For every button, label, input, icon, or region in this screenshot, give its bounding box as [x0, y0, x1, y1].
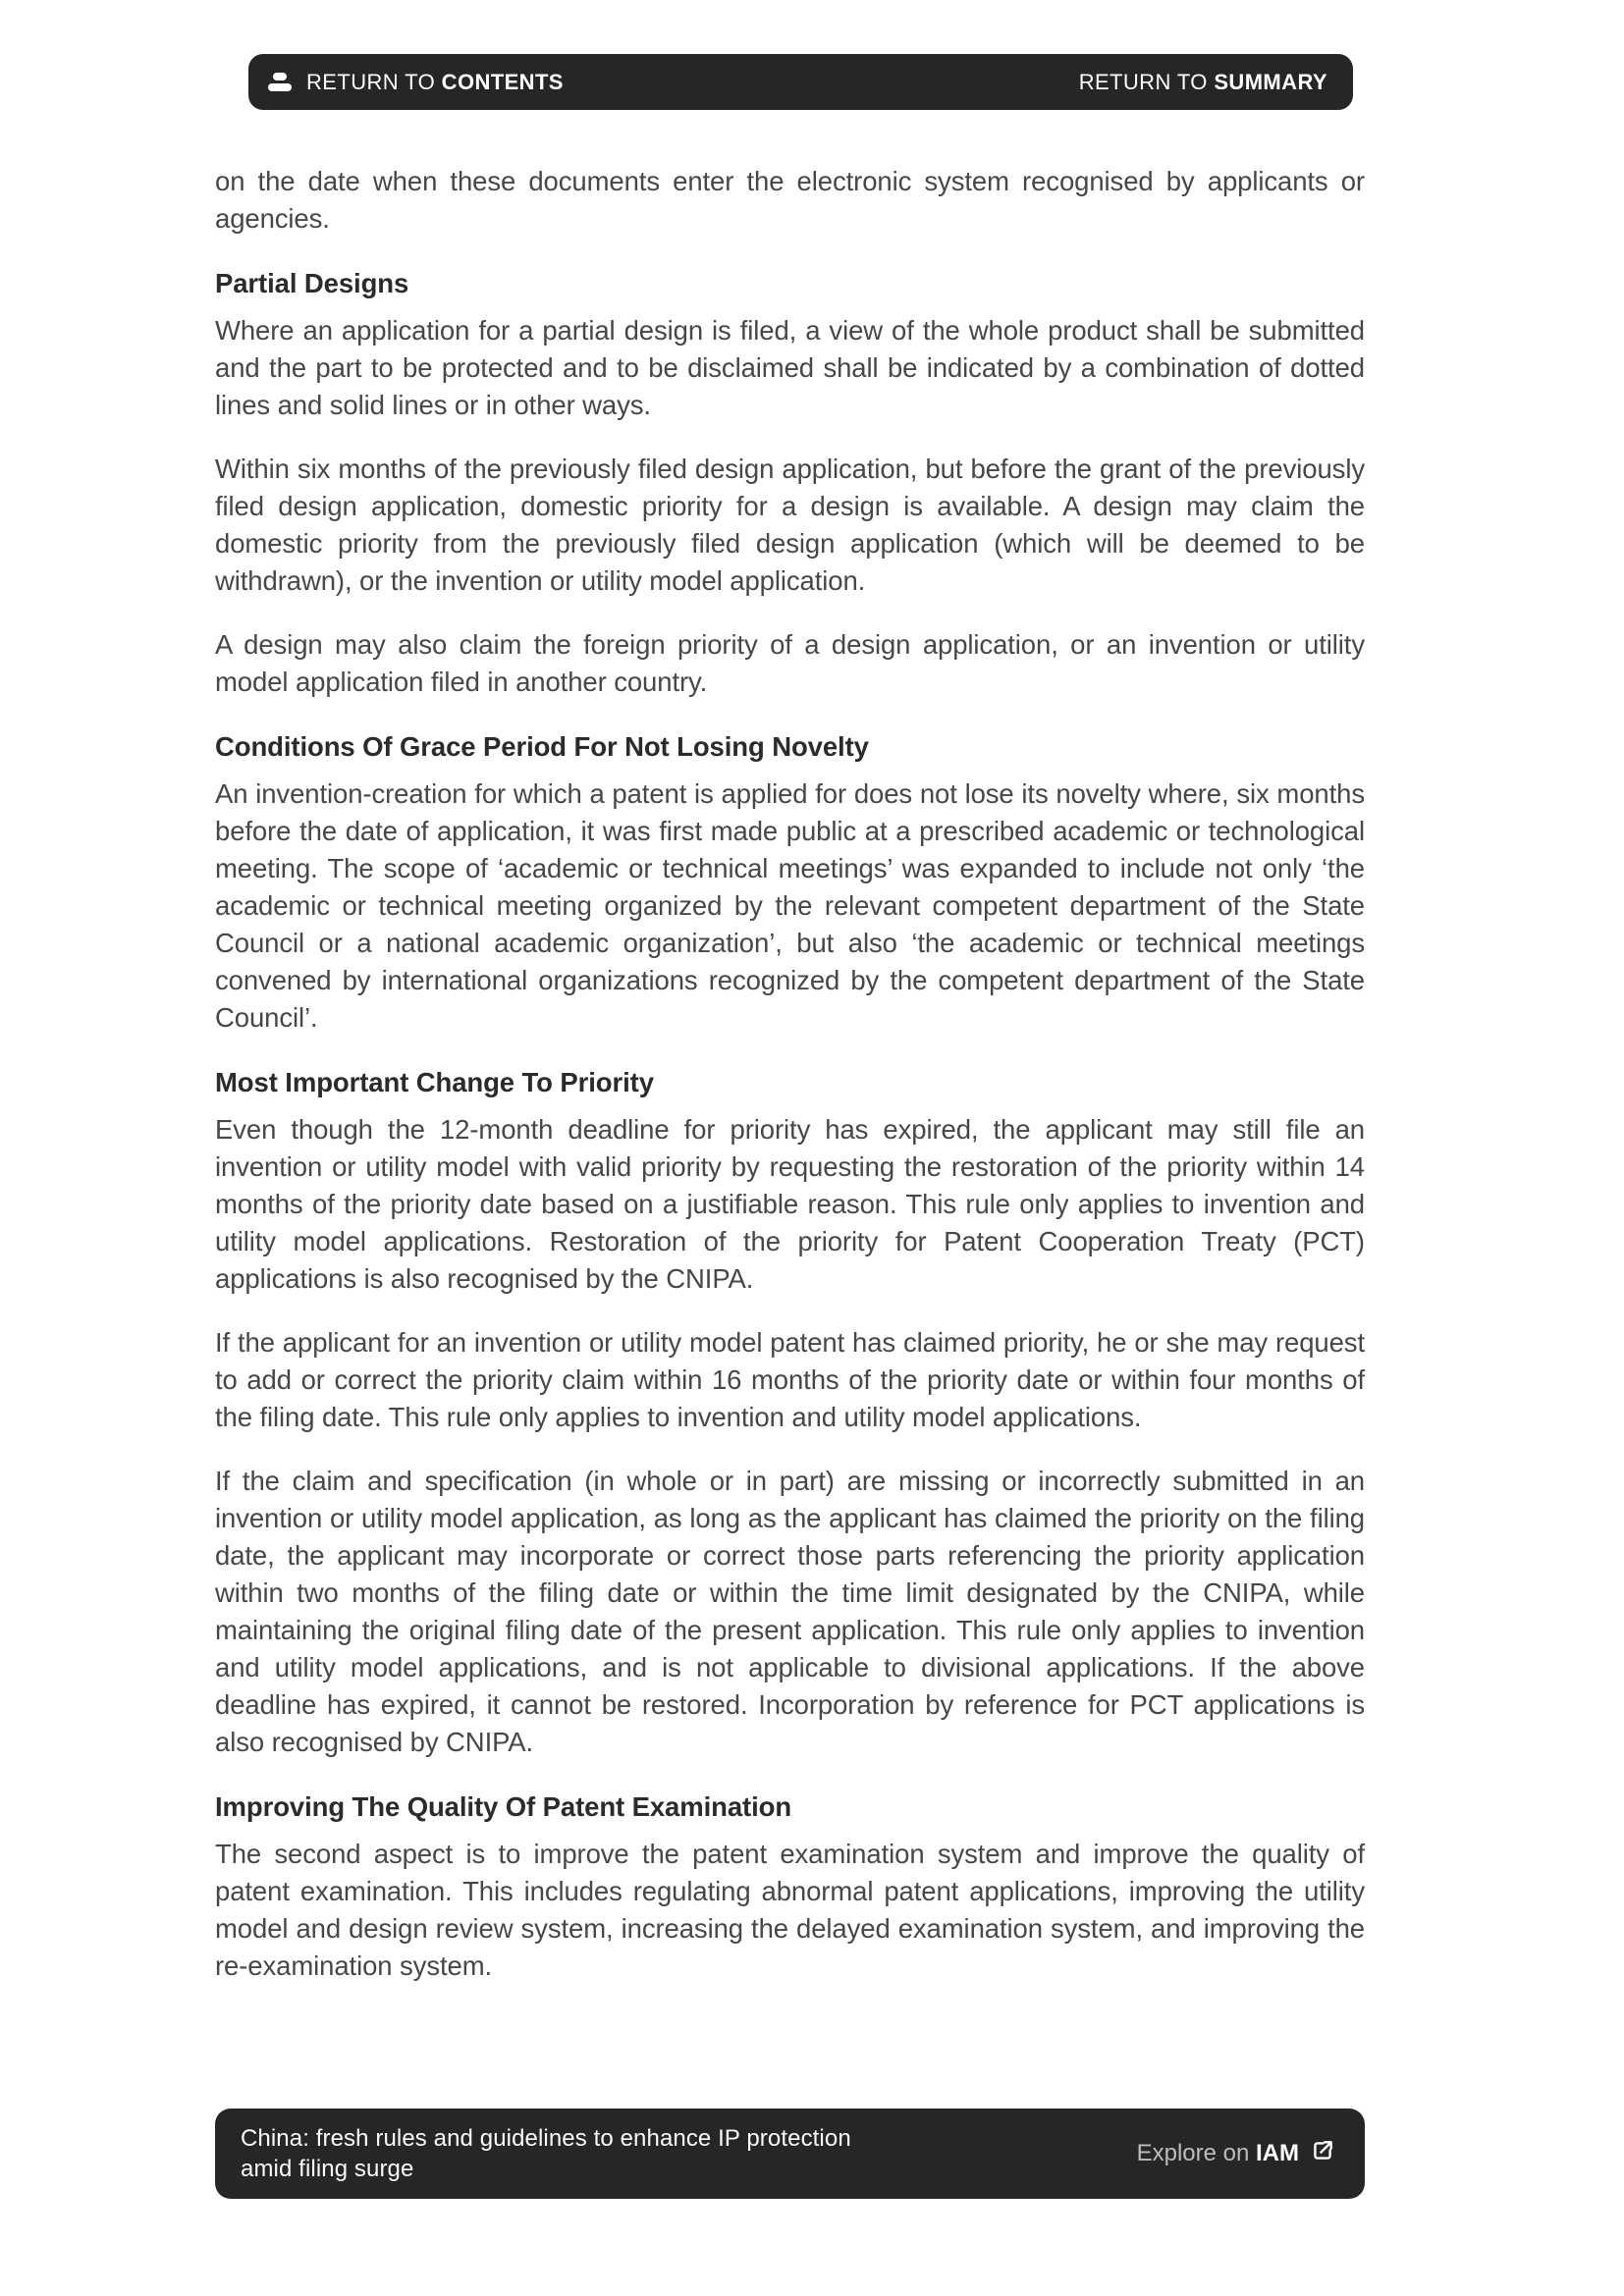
external-link-icon — [1310, 2138, 1335, 2170]
explore-on-iam-link[interactable] — [1137, 2138, 1335, 2170]
article-body — [215, 163, 1365, 2011]
article-title-line1: China: fresh rules and guidelines to enhance IP protection — [241, 2125, 851, 2152]
body-paragraph: If the claim and specification (in whole or in part) are missing or incorrectly submitted in an invention or utility model application, as long as the applicant has claimed the priority on the filing date, the applicant may incorporate or correct those parts referencing the priority application within two months of the filing date or within the time limit designated by the CNIPA, while maintaining the original filing date of the present application. This rule only applies to invention and utility model applications, and is not applicable to divisional applications. If the above deadline has expired, it cannot be restored. Incorporation by reference for PCT applications is also recognised by CNIPA. — [215, 1466, 1365, 1757]
return-to-summary-label: RETURN TO SUMMARY — [1078, 69, 1327, 94]
return-to-summary-link[interactable] — [1079, 70, 1327, 95]
top-nav-bar — [248, 54, 1353, 110]
explore-on-label: Explore on IAM — [1136, 2140, 1299, 2166]
body-paragraph: Within six months of the previously filed design application, but before the grant of the previously filed design application, domestic priority for a design is available. A design may claim the domestic priority from the previously filed design application (which will be deemed to be withdrawn), or the invention or utility model application. — [215, 454, 1365, 596]
article-title — [241, 2123, 851, 2184]
body-paragraph: on the date when these documents enter the electronic system recognised by applicants or agencies. — [215, 166, 1365, 234]
body-paragraph: Where an application for a partial design is filed, a view of the whole product shall be submitted and the part to be protected and to be disclaimed shall be indicated by a combination of dotted lines and solid lines or in other ways. — [215, 315, 1365, 420]
section-heading: Most Important Change To Priority — [215, 1067, 654, 1097]
body-paragraph: An invention-creation for which a patent is applied for does not lose its novelty where, six months before the date of application, it was first made public at a prescribed academic or technological meeting. The scope of ‘academic or technical meetings’ was expanded to include not only ‘the academic or technical meeting organized by the relevant competent department of the State Council or a national academic organization’, but also ‘the academic or technical meetings convened by international organizations recognized by the competent department of the State Council’. — [215, 778, 1365, 1033]
section-heading: Improving The Quality Of Patent Examination — [215, 1791, 792, 1822]
article-title-line2: amid filing surge — [241, 2156, 414, 2182]
footer-bar — [215, 2109, 1365, 2199]
return-to-contents-link[interactable] — [268, 70, 564, 95]
body-paragraph: The second aspect is to improve the patent examination system and improve the quality of patent examination. This includes regulating abnormal patent applications, improving the utility model and design review system, increasing the delayed examination system, and improving the re-examination system. — [215, 1839, 1365, 1981]
body-paragraph: A design may also claim the foreign priority of a design application, or an invention or utility model application filed in another country. — [215, 629, 1365, 697]
return-to-contents-label: RETURN TO CONTENTS — [306, 69, 564, 94]
body-paragraph: If the applicant for an invention or utility model patent has claimed priority, he or she may request to add or correct the priority claim within 16 months of the priority date or within four months of the filing date. This rule only applies to invention and utility model applications. — [215, 1327, 1365, 1432]
section-heading: Partial Designs — [215, 268, 409, 298]
section-heading: Conditions Of Grace Period For Not Losing Novelty — [215, 731, 869, 762]
body-paragraph: Even though the 12-month deadline for priority has expired, the applicant may still file an invention or utility model with valid priority by requesting the restoration of the priority within 14 months of the priority date based on a justifiable reason. This rule only applies to invention and utility model applications. Restoration of the priority for Patent Cooperation Treaty (PCT) applications is also recognised by the CNIPA. — [215, 1114, 1365, 1294]
contents-icon — [268, 73, 292, 91]
